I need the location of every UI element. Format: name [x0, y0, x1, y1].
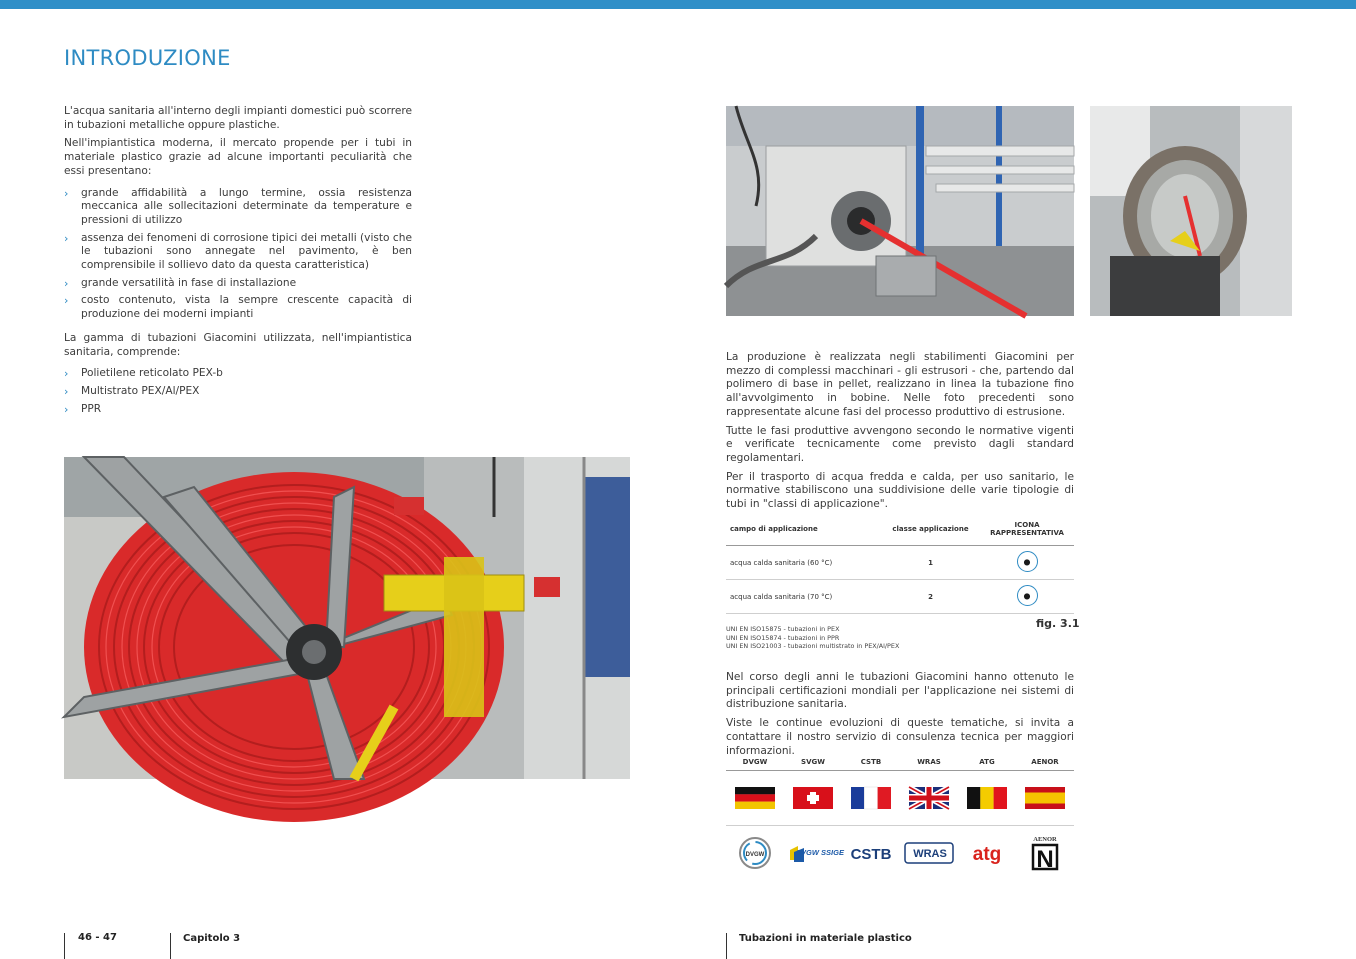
logos-row: [726, 828, 1074, 878]
certifications-table: [726, 754, 1074, 878]
chevron-right-icon: ›: [64, 367, 69, 381]
page-numbers: 46 - 47: [78, 932, 117, 943]
svg-text:atg: atg: [972, 844, 1002, 865]
chevron-right-icon: ›: [64, 402, 69, 416]
extruder-photo: [726, 106, 1074, 316]
footer-divider: [64, 933, 65, 959]
cert-code-cstb: CSTB: [860, 758, 882, 766]
svg-text:WRAS: WRAS: [913, 848, 947, 860]
norm-item: UNI EN ISO15875 - tubazioni in PEX: [726, 625, 840, 633]
belgium-flag: [967, 787, 1007, 809]
production-text: [726, 351, 1074, 517]
cert-code-dvgw: DVGW: [742, 758, 768, 766]
column-header: campo di applicazione: [726, 513, 881, 546]
svg-text:AENOR: AENOR: [1033, 836, 1057, 843]
figure-label: fig. 3.1: [1036, 617, 1080, 630]
column-header: ICONA RAPPRESENTATIVA: [980, 513, 1074, 546]
svg-text:CSTB: CSTB: [850, 846, 892, 863]
norm-item: UNI EN ISO15874 - tubazioni in PPR: [726, 633, 840, 642]
list-item: › grande affidabilità a lungo termine, ossia resistenza meccanica alle sollecitazioni determinate da temperature e pressioni di utilizzo: [64, 186, 412, 226]
norms-list: [726, 625, 1074, 651]
advantages-list: [64, 187, 412, 322]
column-header: classe applicazione: [881, 513, 980, 546]
uk-flag: [909, 787, 949, 809]
drop-icon: ●: [1017, 585, 1038, 606]
list-item: › Multistrato PEX/Al/PEX: [64, 384, 200, 398]
aenor-logo: [1016, 834, 1074, 872]
footer-divider: [726, 933, 727, 959]
svg-text:SVGW SSIGE: SVGW SSIGE: [796, 848, 844, 857]
pipe-range-list: [64, 367, 412, 416]
production-paragraph: La produzione è realizzata negli stabilimenti Giacomini per mezzo di complessi macchinari - gli estrusori - che, partendo dal polimero di base in pellet, realizzano in linea la tubazione fino all'avvolgimento in bobine. Nelle foto precedenti sono rappresentate alcune fasi del processo produttivo di estrusione.: [726, 351, 1074, 418]
chapter-label: Capitolo 3: [183, 933, 241, 944]
top-accent-bar: [0, 0, 1356, 9]
intro-paragraph-2: Nell'impiantistica moderna, il mercato propende per i tubi in materiale plastico grazie ad alcune importanti peculiarità che essi presentano:: [64, 137, 412, 177]
contact-paragraph: Viste le continue evoluzioni di queste tematiche, si invita a contattare il nostro servizio di consulenza tecnica per maggiori informazioni.: [726, 717, 1074, 757]
list-item: › Polietilene reticolato PEX-b: [64, 367, 223, 381]
france-flag: [851, 787, 891, 809]
footer-divider: [170, 933, 171, 959]
page-title: INTRODUZIONE: [64, 46, 231, 70]
list-item: › costo contenuto, vista la sempre crescente capacità di produzione dei moderni impianti: [64, 294, 412, 321]
cert-code-aenor: AENOR: [1031, 758, 1059, 766]
flags-row: [726, 771, 1074, 826]
table-row: acqua calda sanitaria (70 °C) 2 ●: [726, 580, 1074, 614]
dvgw-logo: [726, 836, 784, 870]
chevron-right-icon: ›: [64, 186, 69, 200]
svg-text:DVGW: DVGW: [745, 852, 765, 858]
section-label: Tubazioni in materiale plastico: [739, 933, 912, 944]
chevron-right-icon: ›: [64, 276, 69, 290]
atg-logo: [958, 840, 1016, 866]
cert-code-atg: ATG: [979, 758, 995, 766]
cert-code-svgw: SVGW: [801, 758, 825, 766]
application-class-table: [726, 513, 1074, 614]
list-item: › assenza dei fenomeni di corrosione tipici dei metalli (visto che le tubazioni sono annegate nel pavimento, è ben comprensibile il sollievo dato da questa caratteristica): [64, 231, 412, 272]
intro-paragraph-1: L'acqua sanitaria all'interno degli impianti domestici può scorrere in tubazioni metalliche oppure plastiche.: [64, 105, 412, 131]
svgw-logo: [784, 842, 842, 864]
germany-flag: [735, 787, 775, 809]
spain-flag: [1025, 787, 1065, 809]
extrusion-head-photo: [1090, 106, 1292, 316]
standards-paragraph: Tutte le fasi produttive avvengono secondo le normative vigenti e verificate tecnicamente come previsto dagli standard regolamentari.: [726, 424, 1074, 464]
list-item: › grande versatilità in fase di installazione: [64, 276, 297, 290]
certification-text: [726, 671, 1074, 763]
certification-paragraph: Nel corso degli anni le tubazioni Giacomini hanno ottenuto le principali certificazioni mondiali per l'applicazione nei sistemi di distribuzione sanitaria.: [726, 671, 1074, 711]
classes-paragraph: Per il trasporto di acqua fredda e calda, per uso sanitario, le normative stabiliscono una suddivisione delle varie tipologie di tubi in "classi di applicazione".: [726, 470, 1074, 511]
wras-logo: [900, 842, 958, 864]
cstb-logo: [842, 842, 900, 864]
chevron-right-icon: ›: [64, 231, 69, 245]
switzerland-flag: [793, 787, 833, 809]
table-row: acqua calda sanitaria (60 °C) 1 ●: [726, 546, 1074, 580]
certification-headers: [726, 754, 1074, 771]
range-intro-paragraph: La gamma di tubazioni Giacomini utilizzata, nell'impiantistica sanitaria, comprende:: [64, 331, 412, 358]
list-item: › PPR: [64, 402, 102, 416]
cert-code-wras: WRAS: [917, 758, 941, 766]
drop-icon: ●: [1017, 551, 1038, 572]
pipe-coil-photo: [64, 457, 630, 779]
norm-item: UNI EN ISO21003 - tubazioni multistrato in PEX/Al/PEX: [726, 642, 900, 651]
svg-text:N: N: [1036, 846, 1054, 873]
chevron-right-icon: ›: [64, 294, 69, 308]
left-column: [64, 105, 412, 426]
chevron-right-icon: ›: [64, 384, 69, 398]
